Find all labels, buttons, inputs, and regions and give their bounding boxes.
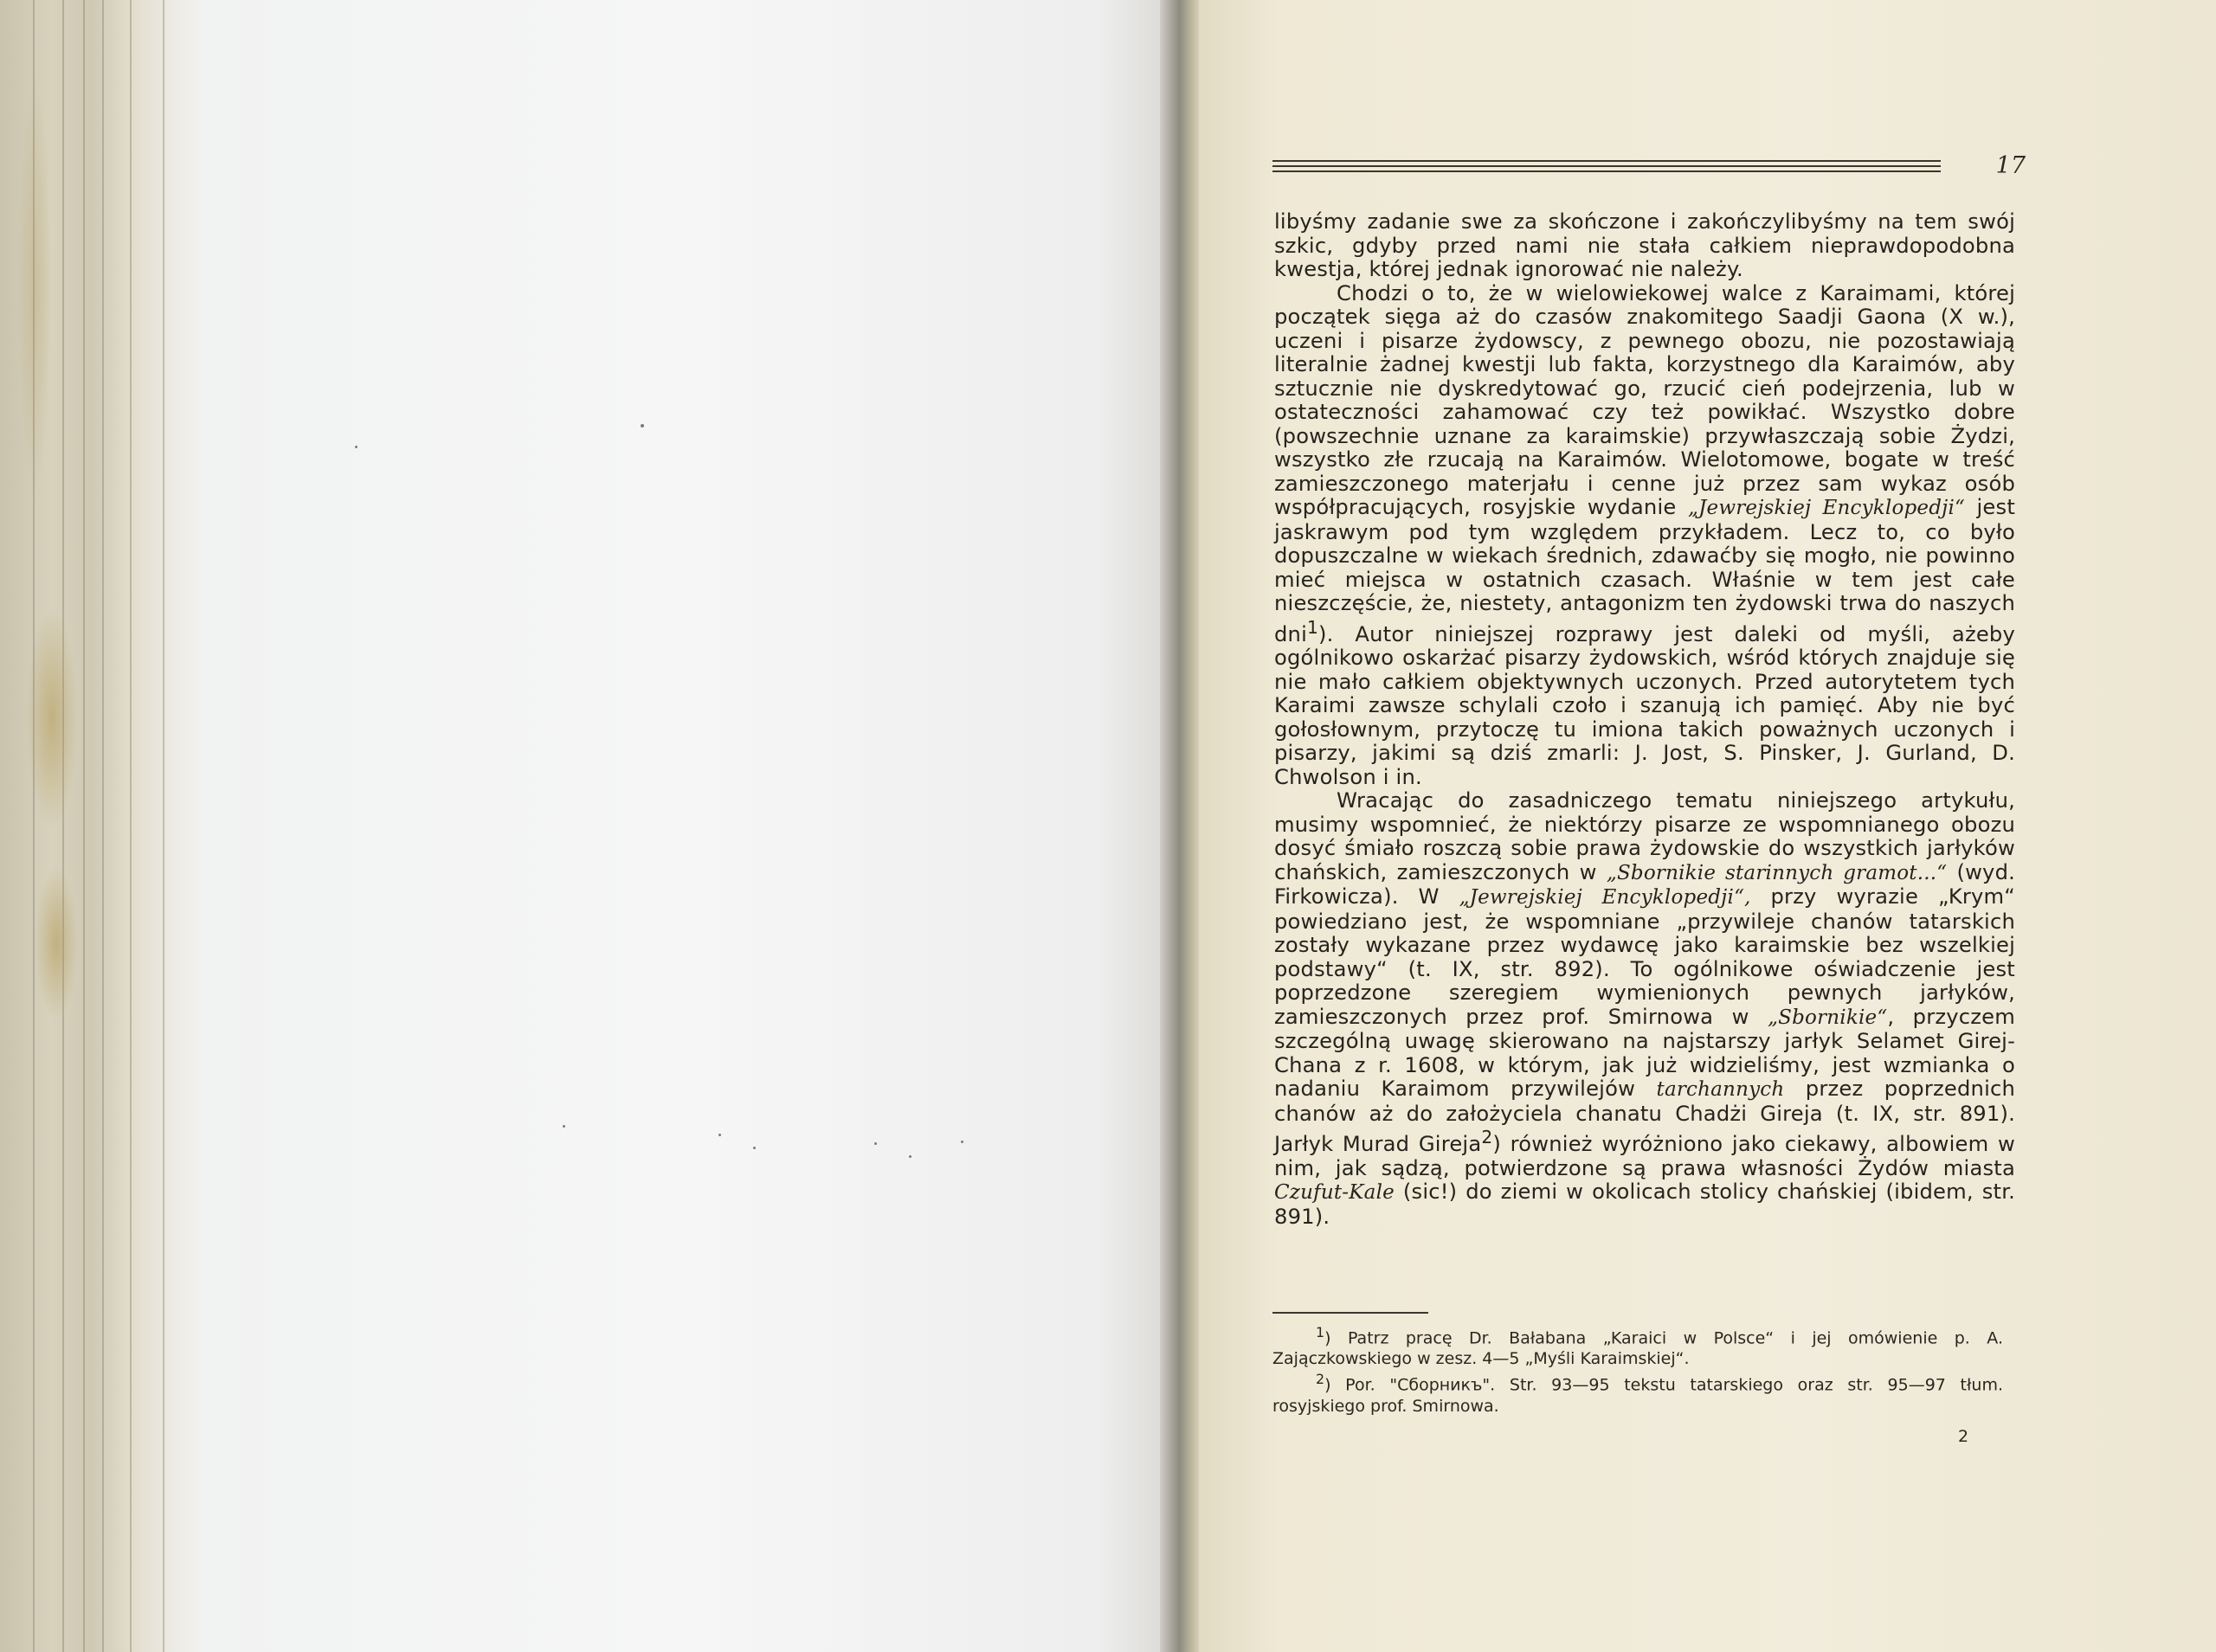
speck	[563, 1125, 565, 1128]
page-edge-line	[130, 0, 132, 1652]
paragraph-text: przy wyrazie „Krym“ powiedziano jest, że wspomniane „przywileje chanów tatarskich zostały wykazane przez wydawcę jako karaimskie bez wszelkiej podstawy“ (t. IX, str. 892). To ogólnikowe oświadczenie jest poprzedzone szeregiem wymienionych pewnych jarłyków, zamieszczonych przez prof. Smirnowa w	[1274, 884, 2016, 1029]
blank-left-page	[199, 0, 1177, 1652]
speck	[961, 1141, 963, 1143]
book-gutter	[1160, 0, 1203, 1652]
header-rule	[1272, 160, 1941, 162]
page-edges	[0, 0, 203, 1652]
paragraph-text: Wracając do zasadniczego tematu niniejszego artykułu, musimy wspomnieć, że niektórzy pisarze ze wspomnianego obozu dosyć śmiało roszczą sobie prawa żydowskie do wszystkich jarłyków chańskich, zamieszczonych w	[1274, 788, 2015, 884]
page-edge-line	[62, 0, 64, 1652]
footnote-mark: 1	[1316, 1324, 1325, 1340]
italic-place-name: Czufut-Kale	[1274, 1181, 1395, 1205]
paragraph-text: jest jaskrawym pod tym względem przykładem. Lecz to, co było dopuszczalne w wiekach średnich, zdawaćby się mogło, nie powinno mieć miejsca w ostatnich czasach. Właśnie w tem jest całe nieszczęście, że, niestety, antagonizm ten żydowski trwa do naszych dni	[1274, 495, 2016, 646]
signature-mark: 2	[1958, 1427, 1969, 1446]
speck	[909, 1155, 912, 1158]
footnote-text: ) Por. "Сборникъ". Str. 93—95 tekstu tatarskiego oraz str. 95—97 tłum. rosyjskiego prof. Smirnowa.	[1272, 1375, 2003, 1416]
footnote-text: ) Patrz pracę Dr. Bałabana „Karaici w Polsce“ i jej omówienie p. A. Zajączkowskiego w zesz. 4—5 „Myśli Karaimskiej“.	[1272, 1328, 2003, 1369]
paragraph-text: libyśmy zadanie swe za skończone i zakończylibyśmy na tem swój szkic, gdyby przed nami nie stała całkiem nieprawdopodobna kwestja, której jednak ignorować nie należy.	[1274, 209, 2015, 281]
water-stain	[35, 865, 78, 1021]
paragraph	[1274, 210, 2015, 282]
paragraph-text: , przyczem szczególną uwagę skierowano na najstarszy jarłyk Selamet Girej-Chana z r. 1608, w którym, jak już widzieliśmy, jest wzmianka o nadaniu Karaimom przywilejów	[1274, 1004, 2016, 1102]
footnotes	[1272, 1322, 2003, 1417]
speck	[753, 1147, 756, 1149]
italic-title: „Sbornikie starinnych gramot...“	[1606, 861, 1948, 884]
footnote-mark: 2	[1316, 1371, 1325, 1388]
speck	[718, 1134, 721, 1136]
water-stain	[17, 69, 52, 502]
paragraph-text: ). Autor niniejszej rozprawy jest daleki od myśli, ażeby ogólnikowo oskarżać pisarzy żydowskich, wśród których znajduje się nie mało całkiem objektywnych uczonych. Przed autorytetem tych Karaimi zawsze schylali czoło i szanują ich pamięć. Aby nie być gołosłownym, przytoczę tu imiona takich poważnych uczonych i pisarzy, jakimi są dziś zmarli: J. Jost, S. Pinsker, J. Gurland, D. Chwolson i in.	[1274, 621, 2015, 789]
speck	[641, 424, 644, 427]
italic-title: „Jewrejskiej Encyklopedji“	[1687, 497, 1966, 519]
paragraph	[1274, 282, 2015, 790]
page-edge-line	[163, 0, 164, 1652]
footnote-rule	[1272, 1312, 1428, 1314]
italic-title: „Sbornikie“	[1768, 1006, 1888, 1029]
header-rule	[1272, 165, 1941, 167]
footnote-ref: 1	[1307, 616, 1319, 638]
footnote-ref: 2	[1481, 1127, 1493, 1148]
italic-title: „Jewrejskiej Encyklopedji“,	[1459, 886, 1751, 910]
paragraph-text: (sic!) do ziemi w okolicach stolicy chańskiej (ibidem, str. 891).	[1274, 1180, 2016, 1229]
water-stain	[26, 606, 78, 831]
footnote	[1272, 1322, 2003, 1369]
paragraph-text: (wyd. Firkowicza). W	[1274, 859, 2016, 910]
running-header	[1272, 152, 2026, 182]
speck	[874, 1142, 877, 1145]
header-rule	[1272, 170, 1941, 172]
page-edge-line	[83, 0, 85, 1652]
paragraph-text: przez poprzednich chanów aż do założyciela chanatu Chadżi Gireja (t. IX, str. 891). Jarłyk Murad Gireja	[1274, 1077, 2016, 1157]
paragraph-text: ) również wyróżniono jako ciekawy, albowiem w nim, jak sądzą, potwierdzone są prawa własności Żydów miasta	[1274, 1132, 2015, 1180]
footnote	[1272, 1369, 2003, 1416]
page-number: 17	[1995, 152, 2026, 179]
speck	[355, 446, 358, 448]
paragraph	[1274, 789, 2015, 1229]
body-text	[1274, 210, 2015, 1229]
page-edge-line	[102, 0, 104, 1652]
paragraph-text: Chodzi o to, że w wielowiekowej walce z Karaimami, której początek sięga aż do czasów znakomitego Saadji Gaona (X w.), uczeni i pisarze żydowscy, z pewnego obozu, nie pozostawiają literalnie żadnej kwestji lub fakta, korzystnego dla Karaimów, aby sztucznie nie dyskredytować go, rzucić cień podejrzenia, lub w ostateczności zahamować czy też powikłać. Wszystko dobre (powszechnie uznane za karaimskie) przywłaszczają sobie Żydzi, wszystko złe rzucają na Karaimów. Wielotomowe, bogate w treść zamieszczonego materjału i cenne już przez sam wykaz osób współpracujących, rosyjskie wydanie	[1274, 280, 2015, 519]
italic-term: tarchannych	[1656, 1078, 1785, 1102]
